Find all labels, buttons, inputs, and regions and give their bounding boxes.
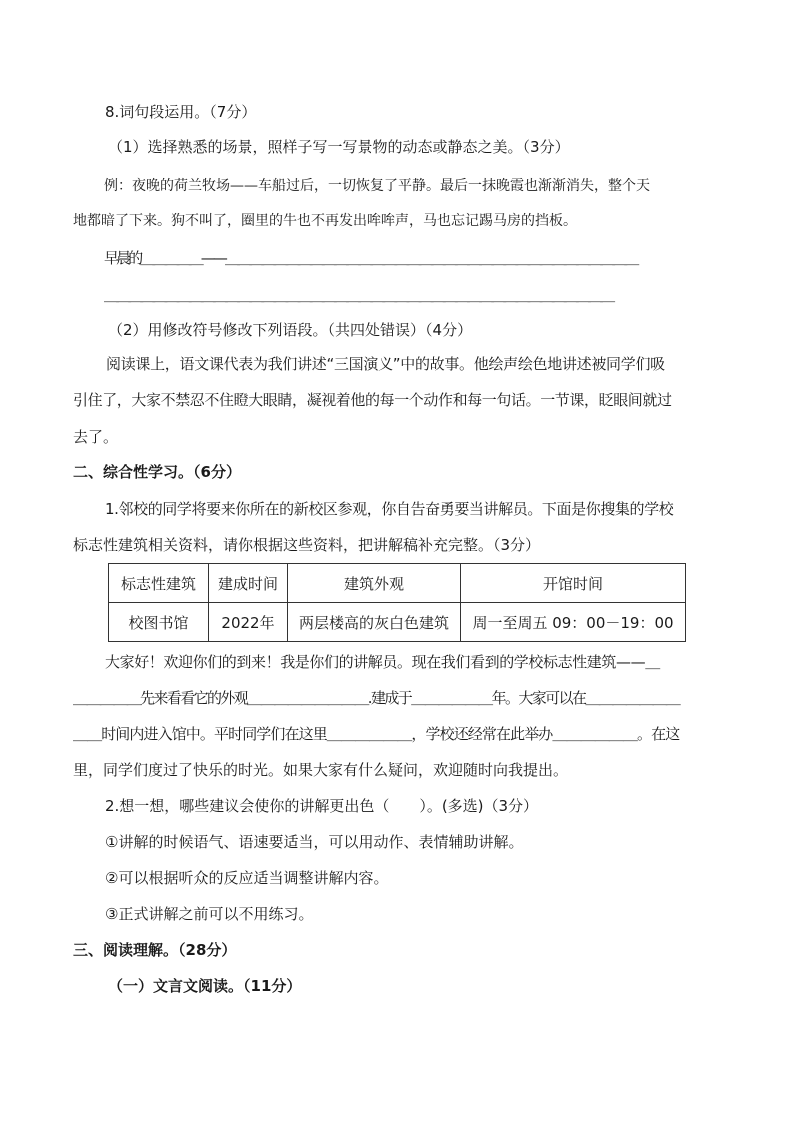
table-cell: 两层楼高的灰白色建筑 bbox=[288, 603, 461, 642]
table-header-cell: 建筑外观 bbox=[288, 564, 461, 603]
example-line-1: 例：夜晚的荷兰牧场——车船过后，一切恢复了平静。最后一抹晚霞也渐渐消失，整个天 bbox=[104, 178, 650, 194]
answer-blank-line-1: 早晨的＿＿＿＿＿——＿＿＿＿＿＿＿＿＿＿＿＿＿＿＿＿＿＿＿＿＿＿＿＿＿＿＿＿＿＿＿＿＿＿ bbox=[104, 249, 637, 267]
option-2: ②可以根据听众的反应适当调整讲解内容。 bbox=[105, 869, 389, 887]
table-header-cell: 标志性建筑 bbox=[109, 564, 209, 603]
section-3-part-1-title: （一）文言文阅读。（11分） bbox=[108, 977, 302, 995]
table-header-cell: 开馆时间 bbox=[461, 564, 686, 603]
speech-line-4: 里，同学们度过了快乐的时光。如果大家有什么疑问，欢迎随时向我提出。 bbox=[73, 761, 569, 779]
speech-line-1: 大家好！欢迎你们的到来！我是你们的讲解员。现在我们看到的学校标志性建筑——＿ bbox=[105, 653, 660, 671]
option-1: ①讲解的时候语气、语速要适当，可以用动作、表情辅助讲解。 bbox=[105, 833, 524, 851]
question-1-line-2: 标志性建筑相关资料，请你根据这些资料，把讲解稿补充完整。（3分） bbox=[73, 536, 541, 554]
option-3: ③正式讲解之前可以不用练习。 bbox=[105, 905, 314, 923]
example-line-2: 地都暗了下来。狗不叫了，圈里的牛也不再发出哞哞声，马也忘记踢马房的挡板。 bbox=[73, 213, 577, 229]
paragraph-line-2: 引住了，大家不禁忍不住瞪大眼睛，凝视着他的每一个动作和每一句话。一节课，眨眼间就过 bbox=[73, 391, 672, 409]
question-8-part-2: （2）用修改符号修改下列语段。（共四处错误）（4分） bbox=[108, 321, 473, 339]
table-cell: 2022年 bbox=[209, 603, 288, 642]
table-row bbox=[109, 603, 686, 642]
table-cell: 周一至周五 09：00－19：00 bbox=[461, 603, 686, 642]
paragraph-line-1: 阅读课上，语文课代表为我们讲述“三国演义”中的故事。他绘声绘色地讲述被同学们吸 bbox=[106, 355, 665, 373]
question-2: 2.想一想，哪些建议会使你的讲解更出色（ ）。(多选)（3分） bbox=[105, 797, 539, 815]
table-cell: 校图书馆 bbox=[109, 603, 209, 642]
speech-line-3: ＿＿时间内进入馆中。平时同学们在这里＿＿＿＿＿＿，学校还经常在此举办＿＿＿＿＿＿。在这 bbox=[73, 725, 680, 743]
answer-blank-line-2: ＿＿＿＿＿＿＿＿＿＿＿＿＿＿＿＿＿＿＿＿＿＿＿＿＿＿＿＿＿＿＿＿＿＿＿＿＿＿＿＿＿＿ bbox=[104, 286, 613, 304]
speech-line-2: ＿＿＿＿＿先来看看它的外观＿＿＿＿＿＿＿＿＿.建成于＿＿＿＿＿＿年。大家可以在＿＿＿＿＿＿＿ bbox=[73, 689, 680, 707]
question-1-line-1: 1.邻校的同学将要来你所在的新校区参观，你自告奋勇要当讲解员。下面是你搜集的学校 bbox=[105, 500, 674, 518]
building-info-table bbox=[108, 563, 686, 642]
question-8-part-1: （1）选择熟悉的场景，照样子写一写景物的动态或静态之美。（3分） bbox=[108, 138, 570, 156]
question-8-title: 8.词句段运用。（7分） bbox=[105, 103, 257, 121]
table-header-cell: 建成时间 bbox=[209, 564, 288, 603]
paragraph-line-3: 去了。 bbox=[73, 428, 119, 446]
table-header-row bbox=[109, 564, 686, 603]
section-3-title: 三、阅读理解。（28分） bbox=[73, 941, 237, 959]
section-2-title: 二、综合性学习。（6分） bbox=[73, 463, 241, 481]
